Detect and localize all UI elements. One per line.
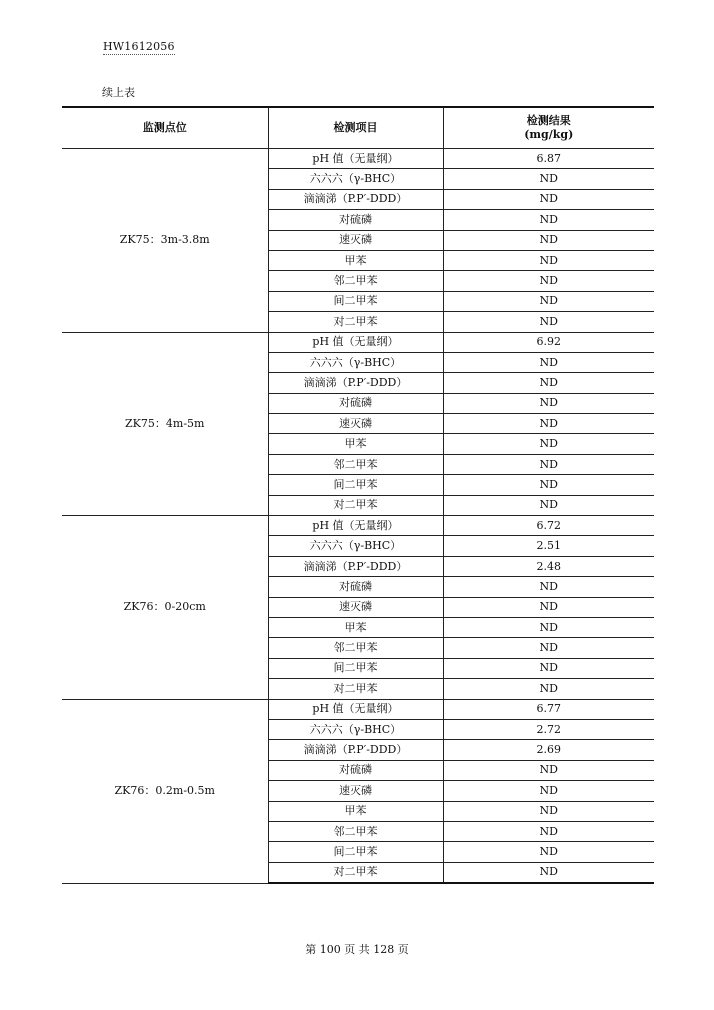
test-result: ND (443, 801, 654, 821)
test-result: ND (443, 210, 654, 230)
test-result: ND (443, 414, 654, 434)
test-item: 甲苯 (268, 434, 443, 454)
test-item: 对硫磷 (268, 210, 443, 230)
test-result: ND (443, 679, 654, 699)
test-result: ND (443, 658, 654, 678)
table-row (62, 149, 654, 169)
test-item: 六六六（γ-BHC） (268, 352, 443, 372)
test-item: 对二甲苯 (268, 679, 443, 699)
test-result: ND (443, 250, 654, 270)
document-id: HW1612056 (103, 40, 175, 53)
test-item: pH 值（无量纲） (268, 699, 443, 719)
test-item: 滴滴涕（P.P′-DDD） (268, 373, 443, 393)
test-result: ND (443, 475, 654, 495)
test-item: 对硫磷 (268, 760, 443, 780)
continued-label: 续上表 (102, 86, 135, 99)
test-item: 速灭磷 (268, 597, 443, 617)
test-result: ND (443, 617, 654, 637)
test-item: 滴滴涕（P.P′-DDD） (268, 740, 443, 760)
test-result: ND (443, 312, 654, 332)
test-item: pH 值（无量纲） (268, 332, 443, 352)
sampling-location: ZK76：0.2m-0.5m (62, 699, 268, 883)
table-row (62, 332, 654, 352)
test-result: ND (443, 230, 654, 250)
results-table (62, 106, 654, 884)
test-result: 6.92 (443, 332, 654, 352)
test-result: ND (443, 373, 654, 393)
test-item: 滴滴涕（P.P′-DDD） (268, 556, 443, 576)
test-item: 邻二甲苯 (268, 271, 443, 291)
test-item: 六六六（γ-BHC） (268, 169, 443, 189)
test-result: ND (443, 271, 654, 291)
header-result (443, 107, 654, 149)
test-result: ND (443, 169, 654, 189)
test-item: 速灭磷 (268, 414, 443, 434)
test-item: 对硫磷 (268, 393, 443, 413)
test-item: 六六六（γ-BHC） (268, 719, 443, 739)
test-item: 间二甲苯 (268, 658, 443, 678)
test-item: 间二甲苯 (268, 291, 443, 311)
sampling-location: ZK75：3m-3.8m (62, 149, 268, 333)
test-result: ND (443, 781, 654, 801)
header-row (62, 107, 654, 149)
test-item: 邻二甲苯 (268, 821, 443, 841)
test-result: ND (443, 821, 654, 841)
test-result: ND (443, 597, 654, 617)
test-item: 速灭磷 (268, 230, 443, 250)
header-item: 检测项目 (268, 107, 443, 149)
test-result: ND (443, 454, 654, 474)
test-item: 速灭磷 (268, 781, 443, 801)
header-result-title: 检测结果 (526, 114, 571, 127)
test-item: 邻二甲苯 (268, 454, 443, 474)
test-item: pH 值（无量纲） (268, 149, 443, 169)
test-result: ND (443, 842, 654, 862)
test-item: 对二甲苯 (268, 862, 443, 883)
test-result: ND (443, 291, 654, 311)
test-result: 2.48 (443, 556, 654, 576)
table-body (62, 149, 654, 884)
test-result: ND (443, 189, 654, 209)
test-result: 2.69 (443, 740, 654, 760)
test-item: 对二甲苯 (268, 495, 443, 515)
page-footer: 第 100 页 共 128 页 (305, 943, 409, 956)
test-item: 对硫磷 (268, 577, 443, 597)
test-item: 对二甲苯 (268, 312, 443, 332)
test-result: ND (443, 495, 654, 515)
sampling-location: ZK75：4m-5m (62, 332, 268, 516)
test-result: 6.72 (443, 516, 654, 536)
test-result: ND (443, 352, 654, 372)
test-result: ND (443, 434, 654, 454)
table-row (62, 516, 654, 536)
test-result: ND (443, 577, 654, 597)
test-result: 2.51 (443, 536, 654, 556)
test-item: 甲苯 (268, 250, 443, 270)
test-item: 甲苯 (268, 617, 443, 637)
table-row (62, 699, 654, 719)
test-result: ND (443, 638, 654, 658)
header-result-unit: (mg/kg) (524, 128, 574, 141)
test-item: 间二甲苯 (268, 842, 443, 862)
header-location: 监测点位 (62, 107, 268, 149)
test-item: 滴滴涕（P.P′-DDD） (268, 189, 443, 209)
test-item: 邻二甲苯 (268, 638, 443, 658)
test-item: pH 值（无量纲） (268, 516, 443, 536)
test-result: ND (443, 393, 654, 413)
test-item: 六六六（γ-BHC） (268, 536, 443, 556)
test-result: 6.87 (443, 149, 654, 169)
test-item: 甲苯 (268, 801, 443, 821)
sampling-location: ZK76：0-20cm (62, 516, 268, 700)
test-result: 2.72 (443, 719, 654, 739)
test-result: ND (443, 862, 654, 883)
test-item: 间二甲苯 (268, 475, 443, 495)
test-result: ND (443, 760, 654, 780)
test-result: 6.77 (443, 699, 654, 719)
